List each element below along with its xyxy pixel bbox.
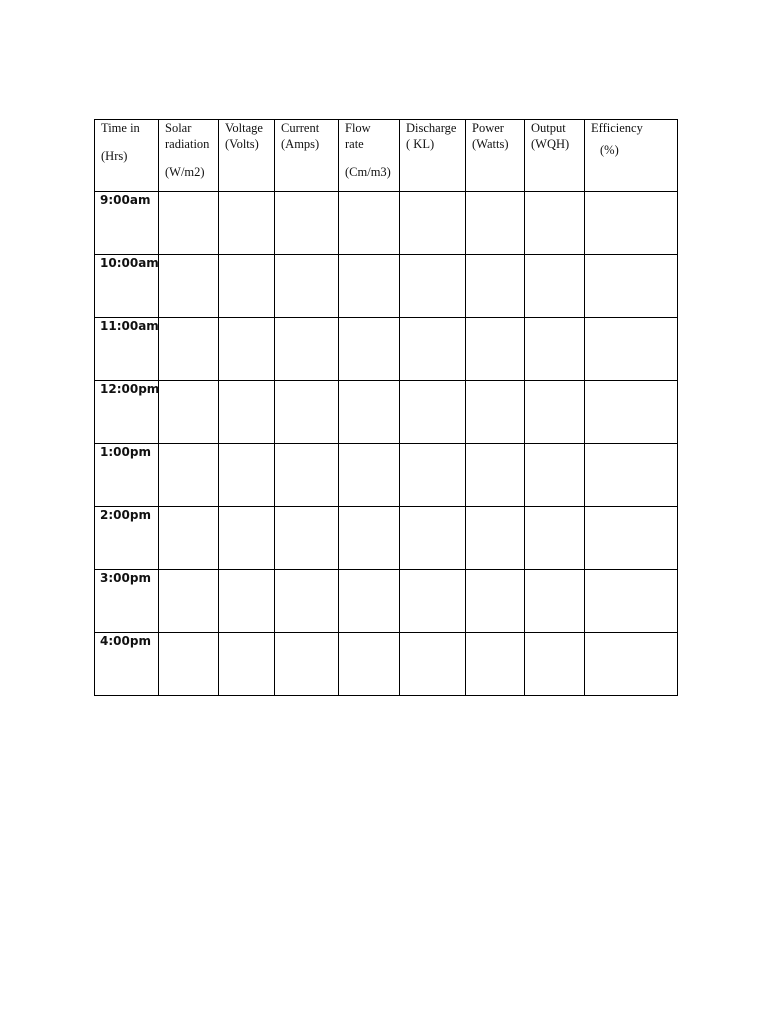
cell-time [95, 192, 159, 255]
header-solar-line1: Solar [165, 121, 192, 135]
header-discharge-line1: Discharge [406, 121, 457, 135]
cell-efficiency[interactable] [585, 255, 678, 318]
time-label: 3:00pm [100, 571, 151, 585]
time-label: 12:00pm [100, 382, 160, 396]
header-output [525, 120, 585, 192]
cell-discharge[interactable] [400, 444, 466, 507]
header-solar-line2: radiation [165, 137, 210, 151]
cell-output[interactable] [525, 381, 585, 444]
cell-voltage[interactable] [219, 444, 275, 507]
cell-power[interactable] [466, 633, 525, 696]
table-row [95, 192, 678, 255]
cell-solar-radiation[interactable] [159, 381, 219, 444]
time-label: 9:00am [100, 193, 151, 207]
cell-flow-rate[interactable] [339, 633, 400, 696]
cell-solar-radiation[interactable] [159, 192, 219, 255]
cell-efficiency[interactable] [585, 444, 678, 507]
cell-time [95, 255, 159, 318]
header-output-unit: (WQH) [531, 137, 570, 151]
header-voltage-line1: Voltage [225, 121, 263, 135]
header-efficiency [585, 120, 678, 192]
cell-voltage[interactable] [219, 507, 275, 570]
cell-flow-rate[interactable] [339, 192, 400, 255]
cell-voltage[interactable] [219, 192, 275, 255]
cell-time [95, 444, 159, 507]
cell-flow-rate[interactable] [339, 570, 400, 633]
cell-flow-rate[interactable] [339, 381, 400, 444]
cell-flow-rate[interactable] [339, 507, 400, 570]
cell-discharge[interactable] [400, 570, 466, 633]
cell-output[interactable] [525, 570, 585, 633]
header-voltage [219, 120, 275, 192]
cell-solar-radiation[interactable] [159, 318, 219, 381]
header-current-line1: Current [281, 121, 320, 135]
cell-power[interactable] [466, 570, 525, 633]
measurement-table [94, 119, 678, 696]
cell-current[interactable] [275, 255, 339, 318]
header-solar-unit: (W/m2) [165, 165, 205, 179]
cell-solar-radiation[interactable] [159, 255, 219, 318]
header-flow-line2: rate [345, 137, 364, 151]
header-efficiency-line1: Efficiency [591, 121, 643, 135]
cell-current[interactable] [275, 192, 339, 255]
table-row [95, 633, 678, 696]
cell-time [95, 318, 159, 381]
time-label: 1:00pm [100, 445, 151, 459]
cell-solar-radiation[interactable] [159, 570, 219, 633]
cell-power[interactable] [466, 192, 525, 255]
table-row [95, 318, 678, 381]
header-time [95, 120, 159, 192]
cell-discharge[interactable] [400, 381, 466, 444]
header-flow-rate [339, 120, 400, 192]
header-time-line1: Time in [101, 121, 140, 135]
cell-power[interactable] [466, 444, 525, 507]
cell-discharge[interactable] [400, 507, 466, 570]
cell-current[interactable] [275, 444, 339, 507]
cell-discharge[interactable] [400, 192, 466, 255]
cell-output[interactable] [525, 192, 585, 255]
cell-power[interactable] [466, 381, 525, 444]
cell-output[interactable] [525, 255, 585, 318]
table-row [95, 255, 678, 318]
table-row [95, 444, 678, 507]
header-current-unit: (Amps) [281, 137, 320, 151]
header-power-line1: Power [472, 121, 504, 135]
cell-power[interactable] [466, 318, 525, 381]
cell-current[interactable] [275, 381, 339, 444]
time-label: 2:00pm [100, 508, 151, 522]
cell-voltage[interactable] [219, 255, 275, 318]
table-row [95, 570, 678, 633]
cell-output[interactable] [525, 444, 585, 507]
header-discharge [400, 120, 466, 192]
cell-flow-rate[interactable] [339, 255, 400, 318]
cell-efficiency[interactable] [585, 381, 678, 444]
cell-output[interactable] [525, 507, 585, 570]
header-row [95, 120, 678, 192]
cell-efficiency[interactable] [585, 192, 678, 255]
cell-output[interactable] [525, 318, 585, 381]
cell-discharge[interactable] [400, 633, 466, 696]
time-label: 11:00am [100, 319, 159, 333]
cell-current[interactable] [275, 633, 339, 696]
cell-time [95, 570, 159, 633]
time-label: 10:00am [100, 256, 159, 270]
cell-discharge[interactable] [400, 318, 466, 381]
header-discharge-unit: ( KL) [406, 137, 435, 151]
header-time-unit: (Hrs) [101, 149, 128, 163]
cell-flow-rate[interactable] [339, 318, 400, 381]
time-label: 4:00pm [100, 634, 151, 648]
cell-voltage[interactable] [219, 570, 275, 633]
cell-efficiency[interactable] [585, 507, 678, 570]
cell-discharge[interactable] [400, 255, 466, 318]
header-power [466, 120, 525, 192]
cell-flow-rate[interactable] [339, 444, 400, 507]
cell-solar-radiation[interactable] [159, 633, 219, 696]
cell-current[interactable] [275, 318, 339, 381]
cell-voltage[interactable] [219, 318, 275, 381]
header-output-line1: Output [531, 121, 566, 135]
cell-voltage[interactable] [219, 381, 275, 444]
header-solar-radiation [159, 120, 219, 192]
header-current [275, 120, 339, 192]
header-voltage-unit: (Volts) [225, 137, 259, 151]
cell-current[interactable] [275, 507, 339, 570]
cell-solar-radiation[interactable] [159, 507, 219, 570]
header-flow-unit: (Cm/m3) [345, 165, 391, 179]
cell-voltage[interactable] [219, 633, 275, 696]
cell-power[interactable] [466, 507, 525, 570]
cell-efficiency[interactable] [585, 633, 678, 696]
cell-current[interactable] [275, 570, 339, 633]
table-row [95, 507, 678, 570]
cell-time [95, 507, 159, 570]
cell-efficiency[interactable] [585, 570, 678, 633]
header-flow-line1: Flow [345, 121, 371, 135]
cell-time [95, 633, 159, 696]
header-power-unit: (Watts) [472, 137, 509, 151]
table-body [95, 192, 678, 696]
cell-solar-radiation[interactable] [159, 444, 219, 507]
header-efficiency-unit: (%) [600, 143, 619, 157]
table-row [95, 381, 678, 444]
cell-time [95, 381, 159, 444]
cell-efficiency[interactable] [585, 318, 678, 381]
cell-power[interactable] [466, 255, 525, 318]
cell-output[interactable] [525, 633, 585, 696]
